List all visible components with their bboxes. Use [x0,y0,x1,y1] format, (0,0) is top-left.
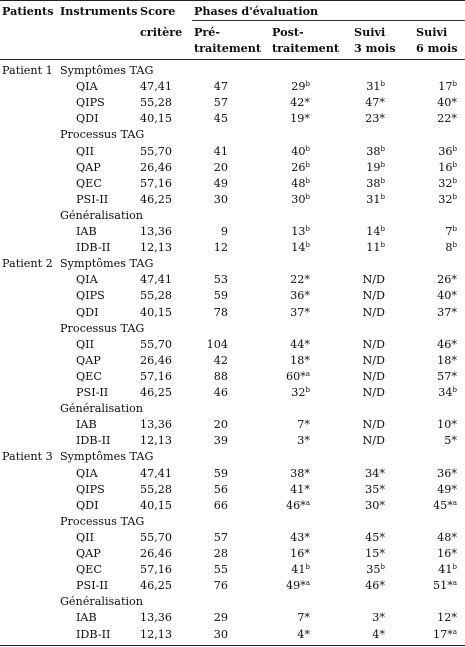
header-pre-1: Pré- [194,25,221,39]
pre-treatment-value: 39 [213,434,228,448]
instrument-name: IDB-II [76,241,111,255]
criterion-score: 55,28 [140,289,173,303]
top-rule [0,0,465,1]
followup-6m-value: 48* [437,530,457,544]
pre-treatment-value: 88 [213,369,228,383]
instrument-name: PSI-II [76,192,109,206]
pre-treatment-value: 45 [213,112,228,126]
instrument-name: QEC [76,369,102,383]
instrument-name: QEC [76,563,102,577]
post-treatment-value: 42* [290,96,310,110]
followup-3m-value: N/D [362,353,385,367]
header-critere: critère [140,25,183,39]
criterion-score: 40,15 [140,305,173,319]
instrument-name: QII [76,530,95,544]
instrument-name: QIPS [76,482,105,496]
followup-6m-value: 17$^b$ [438,80,457,94]
pre-treatment-value: 49 [213,176,228,190]
instrument-name: QIPS [76,289,105,303]
instrument-name: IAB [76,611,97,625]
criterion-score: 55,28 [140,482,173,496]
post-treatment-value: 41* [290,482,310,496]
criterion-score: 40,15 [140,112,173,126]
header-suivi3-1: Suivi [354,25,386,39]
post-treatment-value: 19* [290,112,310,126]
followup-3m-value: 46* [365,579,385,593]
criterion-score: 13,36 [140,225,173,238]
followup-6m-value: 46* [437,337,457,351]
post-treatment-value: 36* [290,289,310,303]
criterion-score: 12,13 [140,241,173,255]
criterion-score: 47,41 [140,273,173,287]
pre-treatment-value: 59 [213,466,228,480]
followup-6m-value: 37* [437,305,457,319]
pre-treatment-value: 76 [213,579,228,593]
followup-3m-value: N/D [362,434,385,448]
post-treatment-value: 13$^b$ [291,225,310,238]
criterion-score: 13,36 [140,418,173,432]
instrument-name: IAB [76,418,97,432]
criterion-score: 55,70 [140,144,173,158]
phases-rule [192,20,465,21]
pre-treatment-value: 42 [213,353,228,367]
pre-treatment-value: 66 [213,498,228,512]
post-treatment-value: 30$^b$ [291,192,310,206]
post-treatment-value: 32$^b$ [291,386,310,399]
criterion-score: 40,15 [140,498,173,512]
post-treatment-value: 7* [297,611,310,625]
criterion-score: 55,70 [140,530,173,544]
category-label: Processus TAG [60,128,145,142]
followup-3m-value: 35* [365,482,385,496]
patient-label: Patient 1 [2,64,53,77]
bottom-rule [0,645,465,646]
followup-3m-value: N/D [362,273,385,287]
followup-3m-value: N/D [362,305,385,319]
pre-treatment-value: 104 [206,337,228,351]
followup-6m-value: 41$^b$ [438,563,457,577]
patient-label: Patient 3 [2,450,53,464]
instrument-name: QDI [76,112,99,126]
criterion-score: 55,28 [140,96,173,110]
category-label: Symptômes TAG [60,64,154,77]
followup-6m-value: 45*$^a$ [432,498,457,512]
instrument-name: QIA [76,273,98,287]
category-label: Processus TAG [60,514,145,528]
pre-treatment-value: 41 [213,144,228,158]
followup-6m-value: 10* [437,418,457,432]
followup-6m-value: 18* [437,353,457,367]
followup-6m-value: 22* [437,112,457,126]
followup-6m-value: 51*$^a$ [432,579,457,593]
header-phases: Phases d'évaluation [194,4,319,18]
post-treatment-value: 29$^b$ [291,80,310,94]
followup-6m-value: 7$^b$ [445,225,457,238]
followup-3m-value: N/D [362,289,385,303]
criterion-score: 13,36 [140,611,173,625]
followup-6m-value: 36$^b$ [438,144,457,158]
instrument-name: IDB-II [76,627,111,641]
category-label: Symptômes TAG [60,257,154,271]
patient-label: Patient 2 [2,257,53,271]
instrument-name: QDI [76,498,99,512]
post-treatment-value: 38* [290,466,310,480]
followup-6m-value: 57* [437,369,457,383]
post-treatment-value: 37* [290,305,310,319]
followup-6m-value: 40* [437,96,457,110]
pre-treatment-value: 20 [213,418,228,432]
post-treatment-value: 43* [290,530,310,544]
instrument-name: QIA [76,80,98,94]
category-label: Généralisation [60,595,143,609]
followup-6m-value: 8$^b$ [445,241,457,255]
instrument-name: QDI [76,305,99,319]
header-post-1: Post- [272,25,304,39]
post-treatment-value: 18* [290,353,310,367]
followup-6m-value: 16$^b$ [438,160,457,174]
followup-3m-value: 38$^b$ [366,144,385,158]
post-treatment-value: 44* [290,337,310,351]
followup-6m-value: 34$^b$ [438,386,457,399]
instrument-name: PSI-II [76,386,109,399]
followup-3m-value: 34* [365,466,385,480]
post-treatment-value: 22* [290,273,310,287]
post-treatment-value: 14$^b$ [291,241,310,255]
followup-3m-value: 15* [365,547,385,560]
pre-treatment-value: 28 [213,547,228,560]
followup-3m-value: 45* [365,530,385,544]
followup-3m-value: 38$^b$ [366,176,385,190]
followup-6m-value: 32$^b$ [438,176,457,190]
followup-6m-value: 26* [437,273,457,287]
header-post-2: traitement [272,41,340,55]
followup-3m-value: 30* [365,498,385,512]
post-treatment-value: 40$^b$ [291,144,310,158]
followup-6m-value: 36* [437,466,457,480]
post-treatment-value: 26$^b$ [291,160,310,174]
post-treatment-value: 41$^b$ [291,563,310,577]
instrument-name: QIPS [76,96,105,110]
followup-3m-value: N/D [362,386,385,399]
header-instruments: Instruments [60,4,138,18]
post-treatment-value: 46*$^a$ [285,498,310,512]
criterion-score: 12,13 [140,434,173,448]
criterion-score: 47,41 [140,80,173,94]
criterion-score: 47,41 [140,466,173,480]
followup-6m-value: 49* [437,482,457,496]
pre-treatment-value: 59 [213,289,228,303]
header-score: Score [140,4,176,18]
post-treatment-value: 16* [290,547,310,560]
followup-3m-value: 11$^b$ [366,241,385,255]
pre-treatment-value: 55 [213,563,228,577]
followup-3m-value: N/D [362,337,385,351]
pre-treatment-value: 20 [213,160,228,174]
post-treatment-value: 60*$^a$ [285,369,310,383]
criterion-score: 26,46 [140,547,173,560]
post-treatment-value: 49*$^a$ [285,579,310,593]
followup-6m-value: 40* [437,289,457,303]
instrument-name: QIA [76,466,98,480]
category-label: Généralisation [60,402,143,416]
followup-3m-value: N/D [362,418,385,432]
instrument-name: QAP [76,547,101,560]
category-label: Généralisation [60,208,143,222]
followup-3m-value: 4* [372,627,385,641]
post-treatment-value: 4* [297,627,310,641]
criterion-score: 26,46 [140,160,173,174]
header-suivi3-2: 3 mois [354,41,396,55]
instrument-name: QII [76,144,95,158]
post-treatment-value: 3* [297,434,310,448]
followup-6m-value: 12* [437,611,457,625]
instrument-name: QAP [76,353,101,367]
followup-6m-value: 32$^b$ [438,192,457,206]
followup-6m-value: 17*$^a$ [432,627,457,641]
instrument-name: PSI-II [76,579,109,593]
pre-treatment-value: 29 [213,611,228,625]
category-label: Symptômes TAG [60,450,154,464]
instrument-name: IDB-II [76,434,111,448]
header-suivi6-1: Suivi [416,25,448,39]
instrument-name: QII [76,337,95,351]
pre-treatment-value: 78 [213,305,228,319]
header-suivi6-2: 6 mois [416,41,458,55]
post-treatment-value: 7* [297,418,310,432]
followup-3m-value: 31$^b$ [366,192,385,206]
followup-3m-value: N/D [362,369,385,383]
criterion-score: 55,70 [140,337,173,351]
post-treatment-value: 48$^b$ [291,176,310,190]
followup-6m-value: 16* [437,547,457,560]
followup-3m-value: 31$^b$ [366,80,385,94]
criterion-score: 57,16 [140,176,173,190]
header-pre-2: traitement [194,41,262,55]
pre-treatment-value: 30 [213,627,228,641]
criterion-score: 46,25 [140,192,173,206]
category-label: Processus TAG [60,321,145,335]
pre-treatment-value: 53 [213,273,228,287]
criterion-score: 57,16 [140,369,173,383]
pre-treatment-value: 57 [213,96,228,110]
criterion-score: 12,13 [140,627,173,641]
pre-treatment-value: 56 [213,482,228,496]
followup-3m-value: 35$^b$ [366,563,385,577]
pre-treatment-value: 12 [213,241,228,255]
followup-3m-value: 14$^b$ [366,225,385,238]
pre-treatment-value: 46 [213,386,228,399]
criterion-score: 26,46 [140,353,173,367]
pre-treatment-value: 30 [213,192,228,206]
header-patients: Patients [2,4,54,18]
header-rule [0,59,465,60]
criterion-score: 46,25 [140,386,173,399]
pre-treatment-value: 57 [213,530,228,544]
followup-3m-value: 19$^b$ [366,160,385,174]
criterion-score: 57,16 [140,563,173,577]
followup-3m-value: 3* [372,611,385,625]
followup-6m-value: 5* [444,434,457,448]
instrument-name: IAB [76,225,97,238]
followup-3m-value: 47* [365,96,385,110]
followup-3m-value: 23* [365,112,385,126]
instrument-name: QEC [76,176,102,190]
criterion-score: 46,25 [140,579,173,593]
pre-treatment-value: 47 [213,80,228,94]
instrument-name: QAP [76,160,101,174]
pre-treatment-value: 9 [220,225,228,238]
